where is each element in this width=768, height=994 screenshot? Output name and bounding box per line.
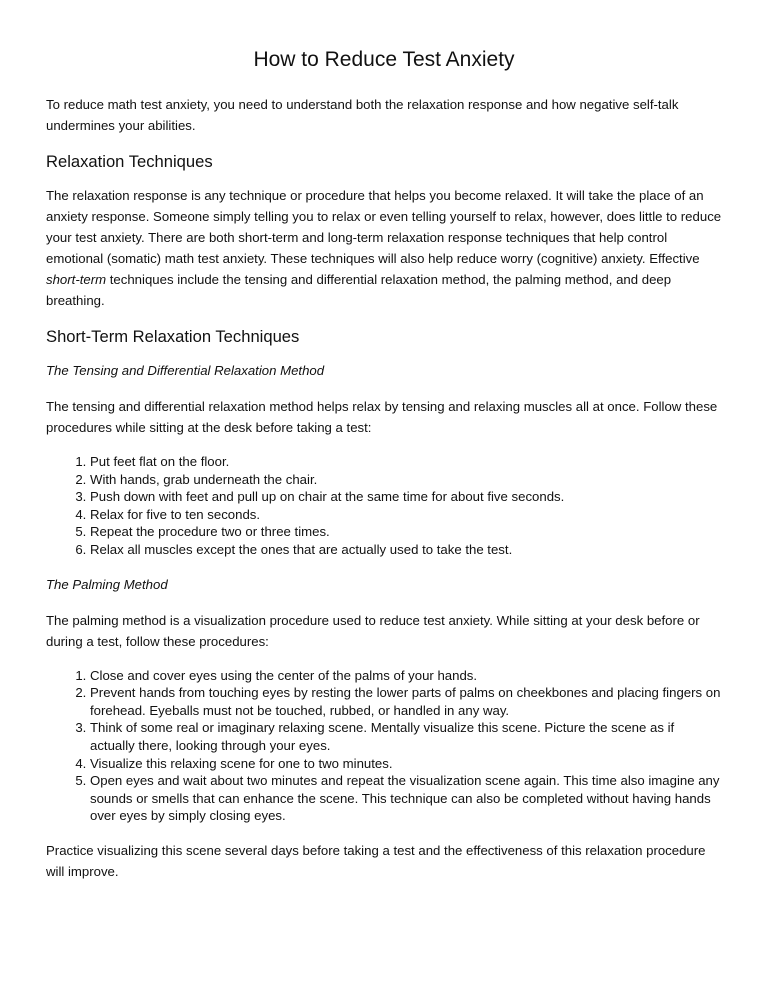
palming-closing: Practice visualizing this scene several days before taking a test and the effectiveness of this relaxation procedure will improve. xyxy=(46,842,706,879)
list-item: 2. Prevent hands from touching eyes by resting the lower parts of palms on cheekbones and placing fingers on forehead. Eyeballs must not be touched, rubbed, or handled in any way. xyxy=(90,684,722,719)
list-item: 3. Push down with feet and pull up on chair at the same time for about five seconds. xyxy=(90,488,722,506)
palming-steps-list xyxy=(46,667,722,825)
list-item: 6. Relax all muscles except the ones that are actually used to take the test. xyxy=(90,541,722,559)
list-item: 3. Think of some real or imaginary relaxing scene. Mentally visualize this scene. Picture the scene as if actually there, looking through your eyes. xyxy=(90,719,722,754)
list-item: 5. Repeat the procedure two or three times. xyxy=(90,523,722,541)
subheading-palming: The Palming Method xyxy=(46,576,168,592)
intro-paragraph: To reduce math test anxiety, you need to understand both the relaxation response and how negative self-talk undermines your abilities. xyxy=(46,97,679,133)
relaxation-text-part2: techniques include the tensing and differential relaxation method, the palming method, and deep breathing. xyxy=(46,272,672,308)
subheading-tensing: The Tensing and Differential Relaxation Method xyxy=(46,363,325,378)
list-item: 2. With hands, grab underneath the chair. xyxy=(90,471,722,489)
relaxation-paragraph xyxy=(46,185,722,311)
list-item: 1. Put feet flat on the floor. xyxy=(90,453,722,471)
tensing-steps-list xyxy=(46,453,722,559)
palming-intro: The palming method is a visualization procedure used to reduce test anxiety. While sitting at your desk before or during a test, follow these procedures: xyxy=(46,612,700,649)
section-heading-short-term: Short-Term Relaxation Techniques xyxy=(46,327,300,346)
list-item: 4. Visualize this relaxing scene for one to two minutes. xyxy=(90,755,722,773)
list-item: 5. Open eyes and wait about two minutes and repeat the visualization scene again. This time also imagine any sounds or smells that can enhance the scene. This technique can also be completed without having hands over eyes by simply closing eyes. xyxy=(90,772,722,825)
section-heading-relaxation: Relaxation Techniques xyxy=(46,152,213,171)
list-item: 1. Close and cover eyes using the center of the palms of your hands. xyxy=(90,667,722,685)
relaxation-emphasis: short-term xyxy=(46,272,107,287)
relaxation-text-part1: The relaxation response is any technique or procedure that helps you become relaxed. It will take the place of an anxiety response. Someone simply telling you to relax or even telling yourself to relax, however, does little to reduce your test anxiety. There are both short-term and long-term relaxation response techniques that help control emotional (somatic) math test anxiety. These techniques will also help reduce worry (cognitive) anxiety. Effective xyxy=(46,188,722,266)
list-item: 4. Relax for five to ten seconds. xyxy=(90,506,722,524)
tensing-intro: The tensing and differential relaxation method helps relax by tensing and relaxing muscles all at once. Follow these procedures while sitting at the desk before taking a test: xyxy=(46,399,718,435)
page-title: How to Reduce Test Anxiety xyxy=(253,48,515,71)
